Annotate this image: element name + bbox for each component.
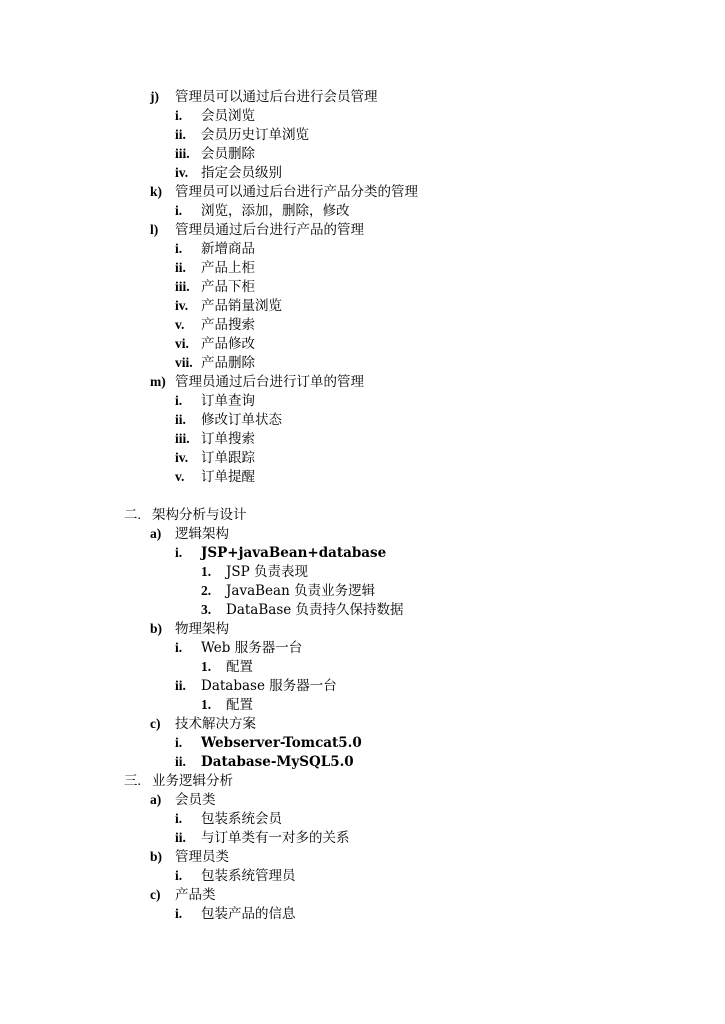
list-marker: v. <box>175 469 185 484</box>
list-item <box>175 411 282 429</box>
list-marker: iii. <box>175 279 190 294</box>
list-item-text: 新增商品 <box>201 241 255 257</box>
list-marker: i. <box>175 811 183 826</box>
list-item-text: 管理员类 <box>175 849 229 865</box>
list-item <box>175 240 255 258</box>
list-item <box>175 449 255 467</box>
list-item-text: JSP+javaBean+database <box>201 545 387 561</box>
list-item-text: 产品搜索 <box>201 317 255 333</box>
list-marker: a) <box>150 526 162 541</box>
list-item-text: 产品删除 <box>201 355 255 371</box>
list-item-text: 会员历史订单浏览 <box>201 127 309 143</box>
list-item <box>201 696 253 714</box>
list-item <box>175 297 282 315</box>
list-marker: b) <box>150 621 163 636</box>
list-item <box>175 905 296 923</box>
list-marker: iii. <box>175 146 190 161</box>
list-marker: iv. <box>175 165 189 180</box>
list-item <box>150 373 364 391</box>
list-item-text: Web 服务器一台 <box>201 640 303 656</box>
list-item-text: 技术解决方案 <box>175 716 256 732</box>
list-marker: i. <box>175 393 183 408</box>
list-marker: c) <box>150 716 161 731</box>
list-item <box>175 107 255 125</box>
list-marker: l) <box>150 222 159 237</box>
list-marker: ii. <box>175 412 186 427</box>
list-item <box>175 392 255 410</box>
list-item <box>175 354 255 372</box>
list-item <box>175 829 350 847</box>
list-item-text: 会员浏览 <box>201 108 255 124</box>
list-marker: 三. <box>124 773 141 788</box>
section-heading <box>124 506 247 524</box>
list-item-text: Database-MySQL5.0 <box>201 754 354 770</box>
list-marker: c) <box>150 887 161 902</box>
list-marker: iii. <box>175 431 190 446</box>
list-item-text: 产品修改 <box>201 336 255 352</box>
list-marker: k) <box>150 184 163 199</box>
list-item-text: 修改订单状态 <box>201 412 282 428</box>
list-item <box>175 734 362 752</box>
list-item <box>175 430 255 448</box>
list-item <box>175 639 302 657</box>
list-item-text: JavaBean 负责业务逻辑 <box>226 583 376 599</box>
list-item <box>175 278 255 296</box>
list-marker: j) <box>150 89 159 104</box>
list-item <box>150 525 229 543</box>
list-marker: b) <box>150 849 163 864</box>
list-marker: 2. <box>201 583 212 598</box>
list-item <box>201 563 308 581</box>
list-marker: i. <box>175 108 183 123</box>
list-item <box>175 316 255 334</box>
list-item <box>175 126 309 144</box>
list-item <box>150 886 216 904</box>
list-item-text: 产品下柜 <box>201 279 255 295</box>
list-marker: vi. <box>175 336 189 351</box>
list-item <box>175 867 296 885</box>
list-item-text: DataBase 负责持久保持数据 <box>226 602 404 618</box>
list-item-text: Webserver-Tomcat5.0 <box>201 735 362 751</box>
list-marker: i. <box>175 241 183 256</box>
list-item-text: JSP 负责表现 <box>226 564 309 580</box>
list-marker: 1. <box>201 659 212 674</box>
list-item-text: 产品上柜 <box>201 260 255 276</box>
list-marker: i. <box>175 203 183 218</box>
list-item <box>175 544 386 562</box>
list-item-text: 订单搜索 <box>201 431 255 447</box>
list-item-text: 配置 <box>226 697 253 713</box>
list-item <box>175 335 255 353</box>
list-item-text: 架构分析与设计 <box>152 507 247 523</box>
list-item-text: 会员删除 <box>201 146 255 162</box>
list-item <box>150 88 378 106</box>
list-item <box>175 202 350 220</box>
list-item <box>201 658 253 676</box>
list-marker: i. <box>175 906 183 921</box>
list-item-text: Database 服务器一台 <box>201 678 337 694</box>
list-item-text: 管理员通过后台进行订单的管理 <box>175 374 364 390</box>
list-item-text: 订单跟踪 <box>201 450 255 466</box>
list-marker: vii. <box>175 355 193 370</box>
list-marker: ii. <box>175 830 186 845</box>
list-item-text: 配置 <box>226 659 253 675</box>
list-item <box>150 183 418 201</box>
list-item <box>175 164 282 182</box>
list-marker: ii. <box>175 754 186 769</box>
list-marker: ii. <box>175 678 186 693</box>
list-item <box>175 810 282 828</box>
list-marker: ii. <box>175 127 186 142</box>
list-item-text: 指定会员级别 <box>201 165 282 181</box>
list-marker: ii. <box>175 260 186 275</box>
list-item-text: 物理架构 <box>175 621 229 637</box>
list-item-text: 管理员可以通过后台进行产品分类的管理 <box>175 184 418 200</box>
list-item-text: 产品销量浏览 <box>201 298 282 314</box>
list-marker: a) <box>150 792 162 807</box>
list-item <box>201 601 404 619</box>
list-item <box>175 753 354 771</box>
list-marker: iv. <box>175 450 189 465</box>
list-marker: i. <box>175 640 183 655</box>
list-item-text: 包装系统管理员 <box>201 868 296 884</box>
list-item-text: 与订单类有一对多的关系 <box>201 830 350 846</box>
list-marker: 二. <box>124 507 141 522</box>
list-marker: 3. <box>201 602 212 617</box>
list-marker: i. <box>175 868 183 883</box>
list-item <box>175 468 255 486</box>
list-item <box>175 259 255 277</box>
list-item-text: 管理员可以通过后台进行会员管理 <box>175 89 378 105</box>
list-item-text: 管理员通过后台进行产品的管理 <box>175 222 364 238</box>
section-heading <box>124 772 233 790</box>
list-item <box>175 677 337 695</box>
list-item-text: 产品类 <box>175 887 216 903</box>
list-marker: i. <box>175 545 183 560</box>
list-item-text: 包装产品的信息 <box>201 906 296 922</box>
list-item <box>175 145 255 163</box>
list-marker: m) <box>150 374 166 389</box>
list-marker: iv. <box>175 298 189 313</box>
list-item <box>150 791 216 809</box>
list-item <box>150 848 229 866</box>
list-marker: i. <box>175 735 183 750</box>
list-item <box>150 620 229 638</box>
list-marker: v. <box>175 317 185 332</box>
list-marker: 1. <box>201 697 212 712</box>
list-item-text: 订单查询 <box>201 393 255 409</box>
list-item-text: 订单提醒 <box>201 469 255 485</box>
list-item-text: 会员类 <box>175 792 216 808</box>
list-item-text: 包装系统会员 <box>201 811 282 827</box>
list-item-text: 浏览，添加，删除，修改 <box>201 203 350 219</box>
list-item <box>201 582 375 600</box>
list-item <box>150 221 364 239</box>
list-item <box>150 715 256 733</box>
list-item-text: 业务逻辑分析 <box>152 773 233 789</box>
list-item-text: 逻辑架构 <box>175 526 229 542</box>
list-marker: 1. <box>201 564 212 579</box>
